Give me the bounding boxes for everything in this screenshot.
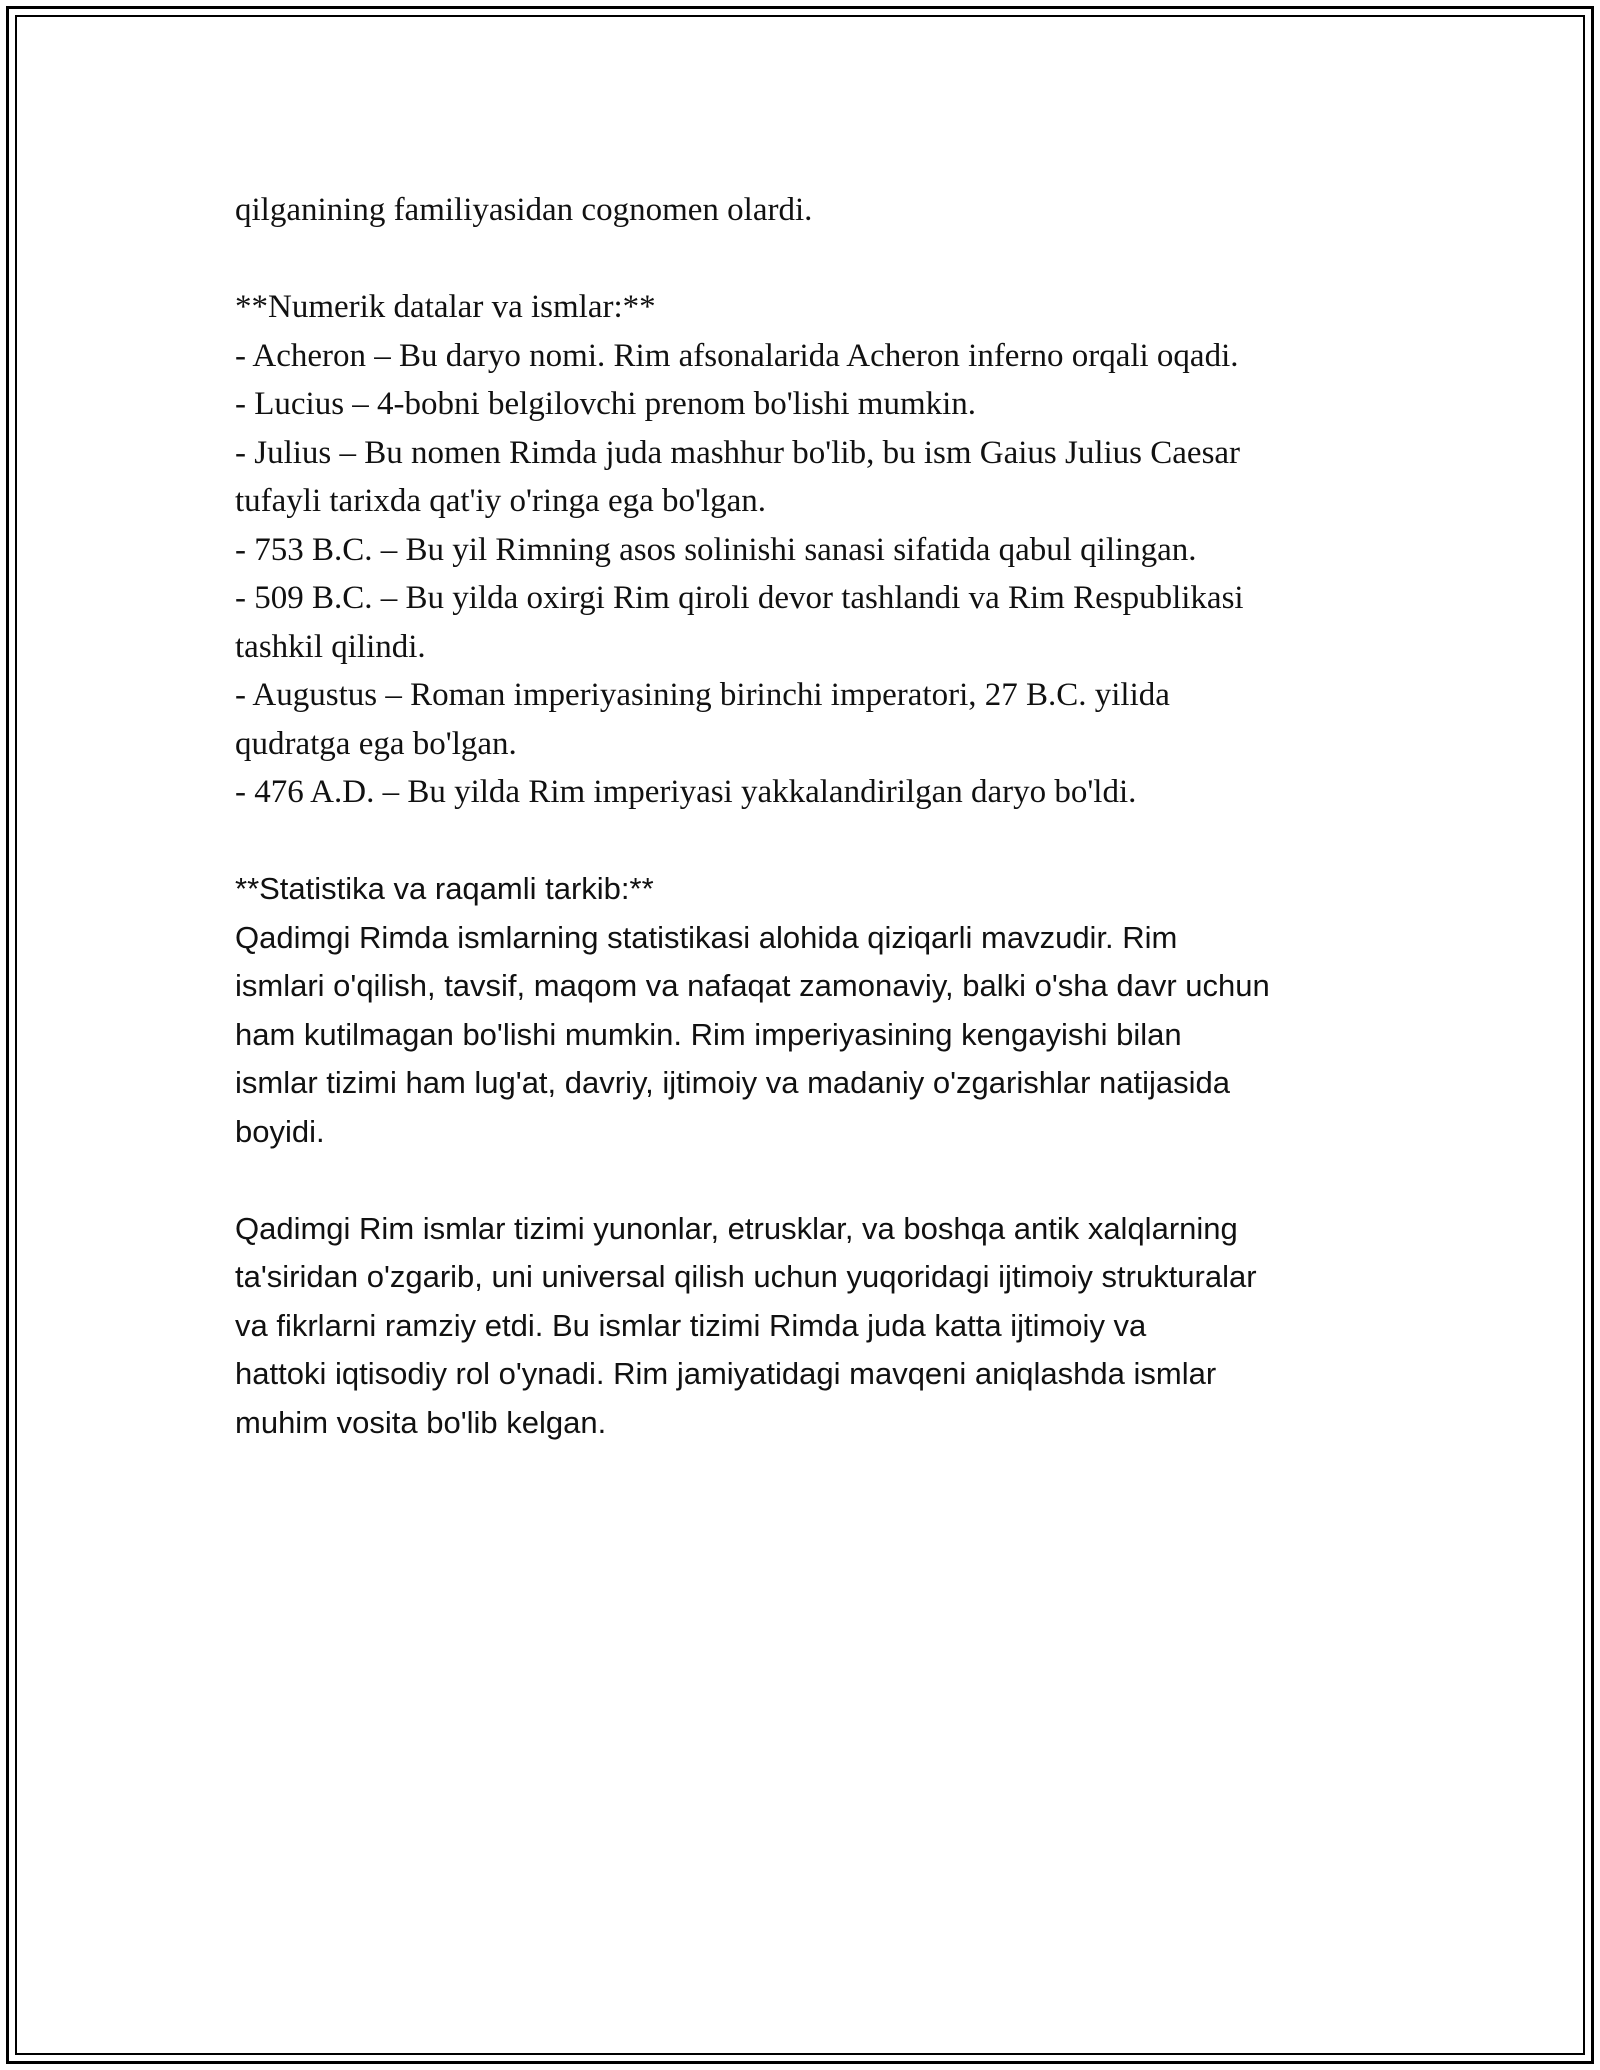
text-line: qudratga ega bo'lgan. [235,725,517,762]
text-line: - 753 B.C. – Bu yil Rimning asos solinishi sanasi sifatida qabul qilingan. [235,531,1197,568]
text-line: **Numerik datalar va ismlar:** [235,289,656,325]
text-line: - Acheron – Bu daryo nomi. Rim afsonalarida Acheron inferno orqali oqadi. [235,337,1239,374]
blank-line [235,235,1385,284]
text-line: va fikrlarni ramziy etdi. Bu ismlar tizimi Rimda juda katta ijtimoiy va [235,1307,1147,1343]
text-line: ta'siridan o'zgarib, uni universal qilish uchun yuqoridagi ijtimoiy strukturalar [235,1259,1257,1294]
text-line: ismlari o'qilish, tavsif, maqom va nafaqat zamonaviy, balki o'sha davr uchun [235,968,1270,1003]
text-line: - Lucius – 4-bobni belgilovchi prenom bo'lishi mumkin. [235,386,977,422]
text-line: **Statistika va raqamli tarkib:** [235,871,654,906]
text-line: - 476 A.D. – Bu yilda Rim imperiyasi yakkalandirilgan daryo bo'ldi. [235,774,1137,810]
blank-line [235,817,1385,866]
text-line: boyidi. [235,1113,325,1149]
text-line: ismlar tizimi ham lug'at, davriy, ijtimoiy va madaniy o'zgarishlar natijasida [235,1065,1230,1100]
text-line: tufayli tarixda qat'iy o'ringa ega bo'lgan. [235,483,766,519]
text-line: - Julius – Bu nomen Rimda juda mashhur bo'lib, bu ism Gaius Julius Caesar [235,434,1241,471]
text-line: tashkil qilindi. [235,628,426,665]
text-line: qilganining familiyasidan cognomen olardi. [235,192,813,228]
document-body [235,186,1385,1447]
text-line: muhim vosita bo'lib kelgan. [235,1404,607,1440]
blank-line [235,1156,1385,1205]
text-line: ham kutilmagan bo'lishi mumkin. Rim imperiyasining kengayishi bilan [235,1016,1182,1052]
text-line: Qadimgi Rim ismlar tizimi yunonlar, etrusklar, va boshqa antik xalqlarning [235,1210,1238,1246]
text-line: hattoki iqtisodiy rol o'ynadi. Rim jamiyatidagi mavqeni aniqlashda ismlar [235,1356,1217,1391]
text-line: Qadimgi Rimda ismlarning statistikasi alohida qiziqarli mavzudir. Rim [235,919,1178,955]
text-line: - 509 B.C. – Bu yilda oxirgi Rim qiroli devor tashlandi va Rim Respublikasi [235,580,1244,616]
text-line: - Augustus – Roman imperiyasining birinchi imperatori, 27 B.C. yilida [235,677,1170,713]
